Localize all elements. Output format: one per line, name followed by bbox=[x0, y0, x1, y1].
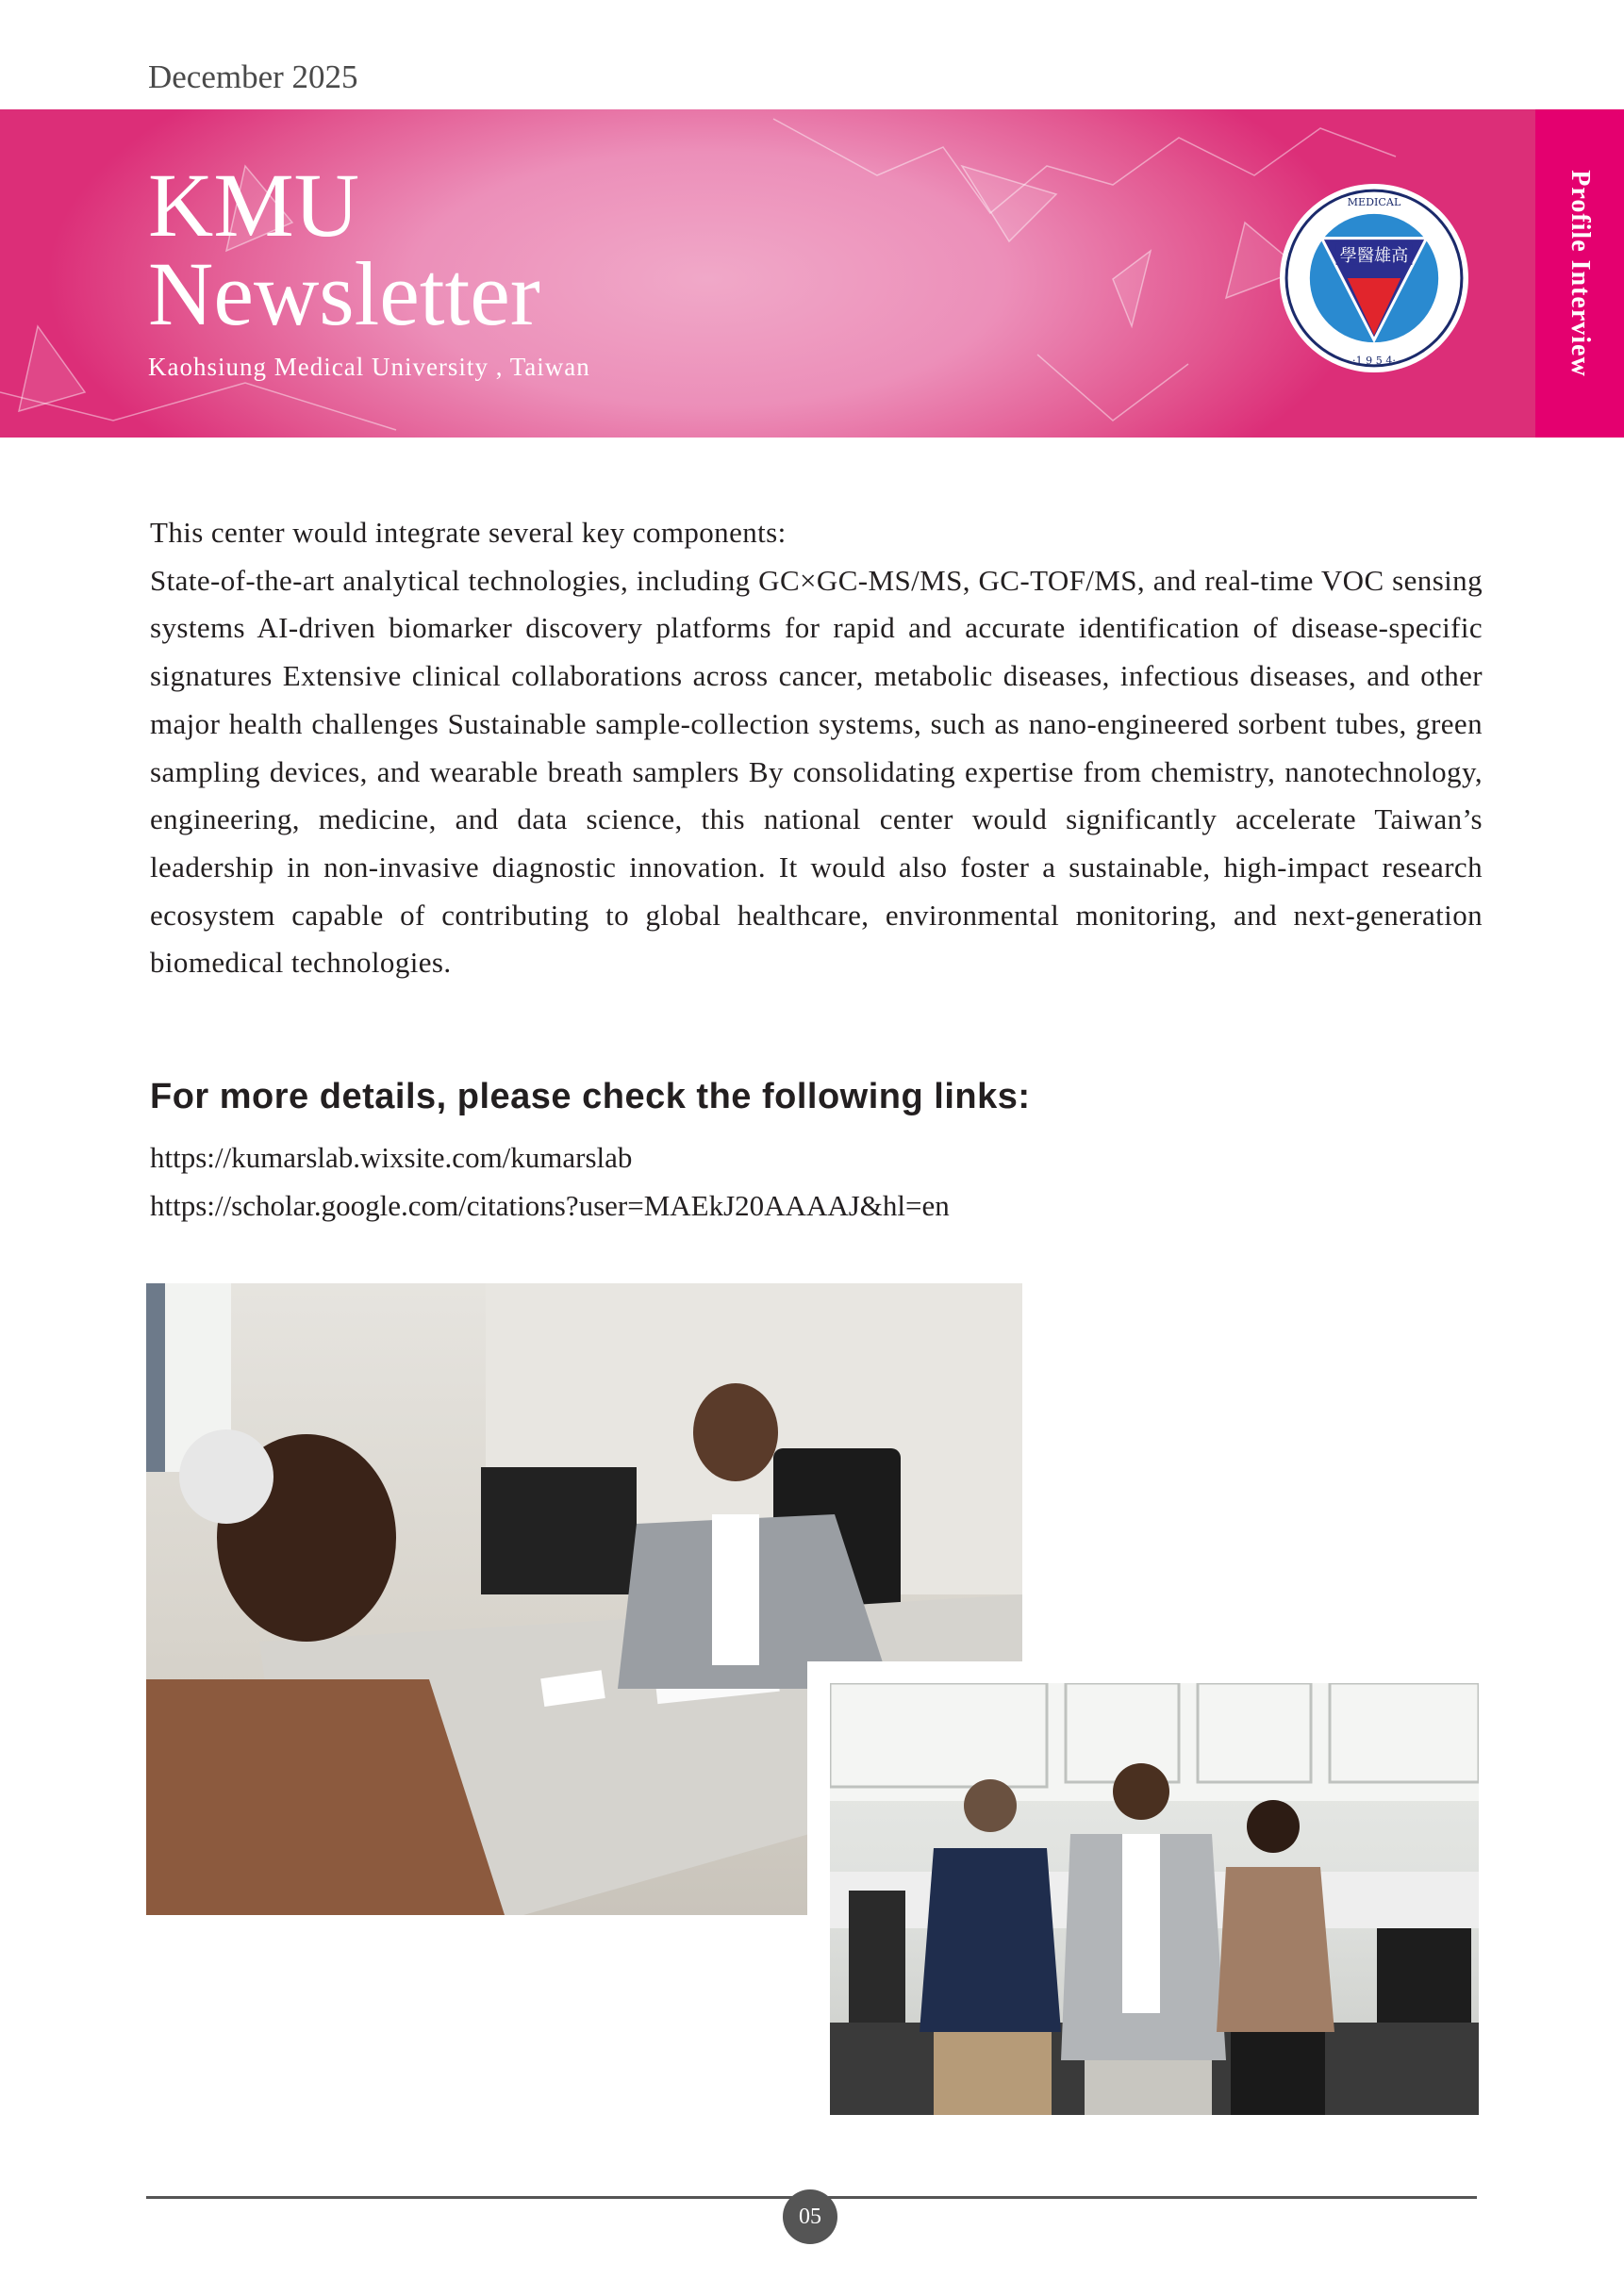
svg-text:學醫雄高: 學醫雄高 bbox=[1339, 245, 1409, 266]
section-tab-label: Profile Interview bbox=[1566, 170, 1595, 377]
header-banner bbox=[0, 109, 1624, 438]
main-paragraph: State-of-the-art analytical technologies, including GC×GC-MS/MS, GC-TOF/MS, and real-time VOC sensing systems AI-driven biomarker discovery platforms for rapid and accurate identification of disease-specific signatures Extensive clinical collaborations across cancer, metabolic diseases, infectious diseases, and other major health challenges Sustainable sample-collection systems, such as nano-engineered sorbent tubes, green sampling devices, and wearable breath samplers By consolidating expertise from chemistry, nanotechnology, engineering, medicine, and data science, this national center would significantly accelerate Taiwan’s leadership in non-invasive diagnostic innovation. It would also foster a sustainable, high-impact research ecosystem capable of contributing to global healthcare, environmental monitoring, and next-generation biomedical technologies. bbox=[150, 563, 1483, 980]
lab-website-link[interactable]: https://kumarslab.wixsite.com/kumarslab bbox=[150, 1141, 633, 1174]
section-tab bbox=[1535, 109, 1624, 438]
kmu-seal-logo bbox=[1279, 183, 1469, 373]
issue-date: December 2025 bbox=[148, 58, 358, 95]
newsletter-title-newsletter: Newsletter bbox=[148, 243, 540, 344]
links-heading: For more details, please check the following links: bbox=[150, 1077, 1031, 1116]
newsletter-title-kmu: KMU bbox=[148, 155, 360, 256]
svg-text:·1 9 5 4·: ·1 9 5 4· bbox=[1352, 354, 1396, 367]
svg-text:MEDICAL: MEDICAL bbox=[1347, 196, 1401, 209]
page-number: 05 bbox=[783, 2189, 837, 2244]
newsletter-subtitle: Kaohsiung Medical University , Taiwan bbox=[148, 353, 590, 381]
google-scholar-link[interactable]: https://scholar.google.com/citations?user=MAEkJ20AAAAJ&hl=en bbox=[150, 1189, 950, 1222]
intro-paragraph: This center would integrate several key components: bbox=[150, 516, 787, 549]
lab-group-photo bbox=[830, 1683, 1479, 2115]
lab-scene bbox=[830, 1683, 1479, 2115]
article-body bbox=[150, 509, 1483, 987]
